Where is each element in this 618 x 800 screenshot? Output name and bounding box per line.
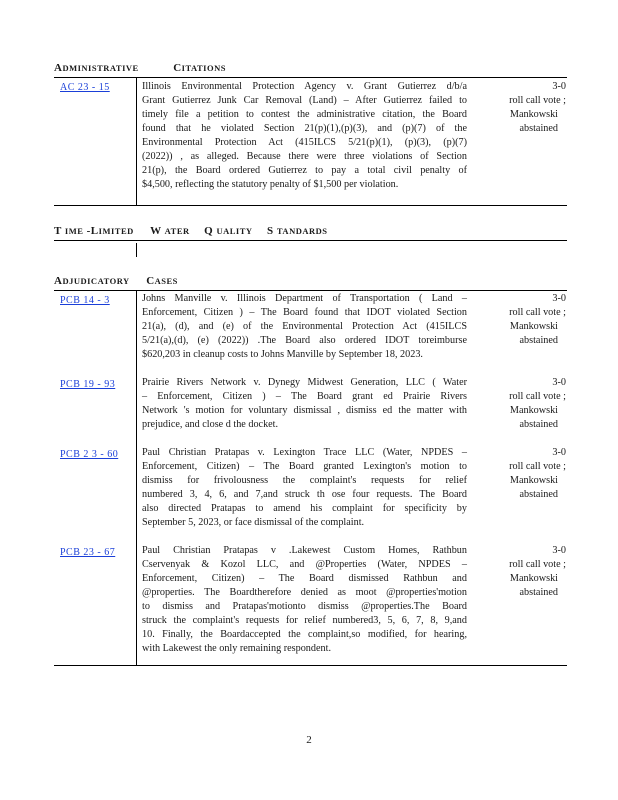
case-description [142,80,467,192]
title-part: S [267,225,274,237]
text-line: with Lakewest the only remaining respondent. [142,643,331,654]
text-line: Illinois Environmental Protection Agency v. Grant Gutierrez d/b/a [142,81,467,92]
text-line: struck the complaint's requests for relief numbered3, 5, 6, 7, 8, 9,and [142,615,467,626]
text-line: timely file a petition to contest the administrative citation, the Board [142,109,467,120]
text-line: numbered 3, 4, 6, and 7,and struck th ose four requests. The Board [142,489,467,500]
text-line: – Enforcement, Citizen ) – The Board grant ed Prairie Rivers [142,391,467,402]
text-line: 21(p), the Board ordered Gutierrez to pay a total civil penalty of [142,165,467,176]
text-line: 21(a), (d), and (e) of the Environmental Protection Act (415ILCS [142,321,467,332]
text-line: Enforcement, Citizen) – The Board dismissed Rathbun and [142,573,467,584]
column-divider [136,78,137,206]
vote-note: abstained [519,335,558,346]
vote-result [488,292,566,348]
vote-result [488,446,566,502]
vote-type: roll call vote ; [509,391,566,402]
divider [54,240,567,241]
vote-member: Mankowski [509,405,558,416]
title-part: ASES [154,276,178,286]
case-number-link[interactable]: PCB 14 - 3 [60,295,110,306]
text-line: @properties. The Boardtherefore denied as moot @properties'motion [142,587,467,598]
vote-result [488,544,566,600]
text-line: Johns Manville v. Illinois Department of Transportation ( Land – [142,293,467,304]
case-number-link[interactable]: AC 23 - 15 [60,82,110,93]
title-part: A [54,62,63,74]
title-part: C [173,62,182,74]
vote-count: 3-0 [552,545,566,556]
text-line: $620,203 in cleanup costs to Johns Manville by September 18, 2023. [142,349,423,360]
vote-member: Mankowski [509,109,558,120]
divider [54,665,567,666]
column-divider [136,291,137,665]
text-line: Environmental Protection Act (415ILCS 5/21(p)(1), (p)(3), (p)(7) [142,137,467,148]
text-line: 10. Finally, the Boardaccepted the complaint,so modified, for hearing, [142,629,467,640]
vote-count: 3-0 [552,377,566,388]
title-part: Q [204,225,214,237]
case-description [142,446,467,530]
vote-type: roll call vote ; [509,559,566,570]
vote-result [488,80,566,136]
title-part: IME [64,226,84,236]
title-part: UALITY [216,226,253,236]
title-part: -L [86,225,99,237]
vote-member: Mankowski [509,573,558,584]
case-description [142,376,467,432]
title-part: W [150,225,162,237]
vote-note: abstained [519,123,558,134]
vote-type: roll call vote ; [509,95,566,106]
text-line: Enforcement, Citizen ) – The Board found that IDOT violated Section [142,307,467,318]
divider [54,290,567,291]
case-number-link[interactable]: PCB 2 3 - 60 [60,449,119,460]
vote-type: roll call vote ; [509,307,566,318]
title-part: DMINISTRATIVE [62,63,139,73]
text-line: (2022)) , as alleged. Because there were three violations of Section [142,151,467,162]
vote-type: roll call vote ; [509,461,566,472]
text-line: 5/21(a),(d), (e) (2022)) .The Board also ordered IDOT toreimburse [142,335,467,346]
vote-count: 3-0 [552,293,566,304]
text-line: Paul Christian Pratapas v .Lakewest Custom Homes, Rathbun [142,545,467,556]
title-part: ITATIONS [181,63,226,73]
vote-note: abstained [519,419,558,430]
text-line: $4,500, reflecting the statutory penalty of $1,500 per violation. [142,179,399,190]
divider [54,77,567,78]
title-part: ATER [164,226,190,236]
vote-count: 3-0 [552,447,566,458]
title-part: A [54,275,63,287]
text-line: Paul Christian Pratapas v. Lexington Trace LLC (Water, NPDES – [142,447,467,458]
section-title-time-limited-wqs [54,225,328,237]
case-description [142,292,467,362]
text-line: found that he violated Section 21(p)(1),(p)(3), and (p)(7) of the [142,123,467,134]
text-line: Grant Gutierrez Junk Car Removal (Land) – After Gutierrez failed to [142,95,467,106]
section-title-adjudicatory-cases [54,275,178,287]
case-number-link[interactable]: PCB 19 - 93 [60,379,116,390]
title-part: T [54,225,62,237]
text-line: Enforcement, Citizen) – The Board granted Lexington's motion to [142,461,467,472]
vote-note: abstained [519,489,558,500]
page-number: 2 [306,734,312,746]
vote-count: 3-0 [552,81,566,92]
title-part: IMITED [98,226,134,236]
divider [54,205,567,206]
vote-result [488,376,566,432]
case-number-link[interactable]: PCB 23 - 67 [60,547,116,558]
text-line: to dismiss and Pratapas'motionto dismiss @properties.The Board [142,601,467,612]
section-title-administrative-citations [54,62,226,74]
text-line: Prairie Rivers Network v. Dynegy Midwest Generation, LLC ( Water [142,377,467,388]
text-line: September 5, 2023, or face dismissal of the complaint. [142,517,365,528]
title-part: C [146,275,155,287]
title-part: DJUDICATORY [62,276,130,286]
text-line: prejudice, and close d the docket. [142,419,279,430]
vote-member: Mankowski [509,321,558,332]
title-part: TANDARDS [276,226,328,236]
case-description [142,544,467,656]
vote-note: abstained [519,587,558,598]
text-line: also directed Pratapas to amend his complaint for specificity by [142,503,467,514]
text-line: Network 's motion for voluntary dismissal , dismiss ed the matter with [142,405,467,416]
column-divider [136,243,137,257]
vote-member: Mankowski [509,475,558,486]
text-line: Cservenyak & Kozol LLC, and @Properties (Water, NPDES – [142,559,467,570]
text-line: dismiss for frivolousness the complaint's requests for relief [142,475,467,486]
